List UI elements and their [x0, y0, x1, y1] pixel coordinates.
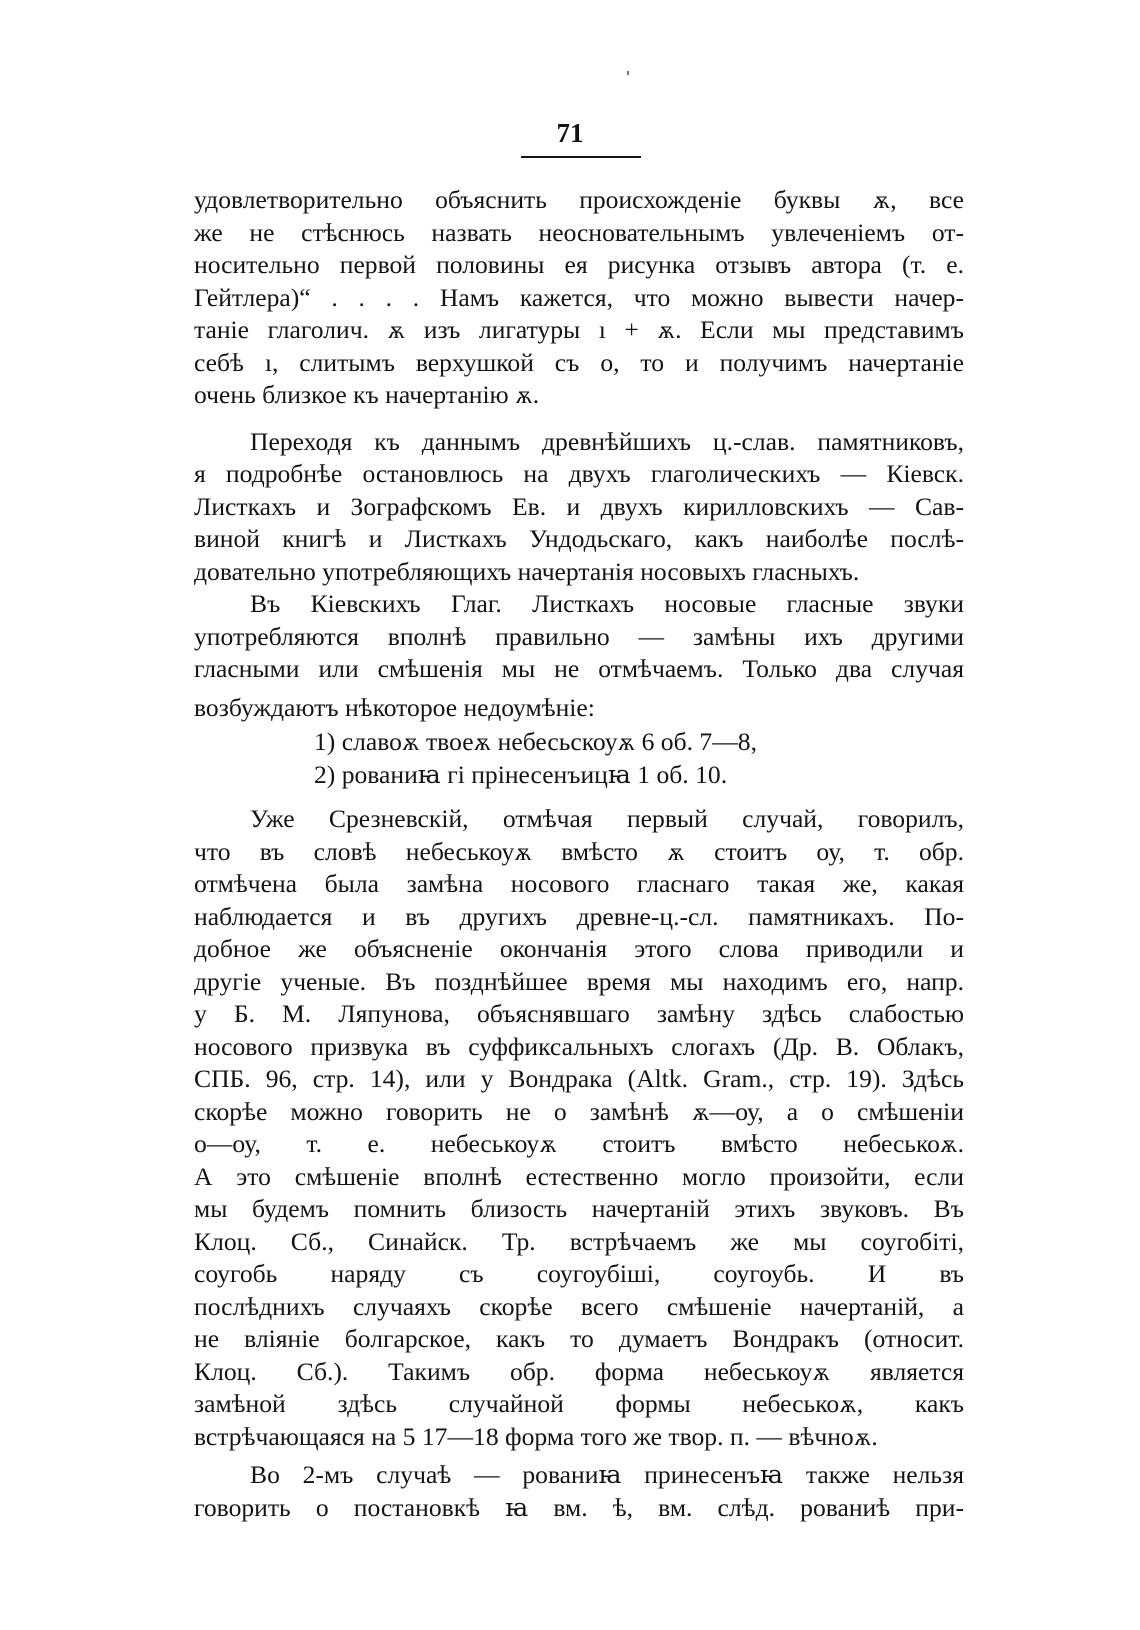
text-line: Въ Кіевскихъ Глаг. Листкахъ носовые гласные звуки — [250, 589, 964, 618]
example-item: 1) славоѫ твоеѫ небесьскоуѫ 6 об. 7—8, — [314, 727, 758, 756]
text-line: замѣной здѣсь случайной формы небеськоѫ, какъ — [194, 1389, 964, 1418]
text-line: А это смѣшеніе вполнѣ естественно могло произойти, если — [194, 1161, 964, 1191]
text-line: соугобь наряду съ соугоубіші, соугоубь. И въ — [194, 1259, 964, 1288]
text-line: возбуждаютъ нѣкоторое недоумѣніе: — [194, 692, 595, 722]
paragraph-1 — [194, 184, 964, 412]
text-line: послѣднихъ случаяхъ скорѣе всего смѣшеніе начертаній, а — [194, 1291, 964, 1321]
text-line: о—оу, т. е. небеськоуѫ стоитъ вмѣсто небеськоѫ. — [194, 1129, 964, 1158]
text-line: добное же объясненіе окончанія этого слова приводили и — [194, 934, 964, 963]
example-item: 2) рованиꙗ гі прінесенъицꙗ 1 об. 10. — [314, 759, 728, 789]
text-line: не вліяніе болгарское, какъ то думаетъ Вондракъ (относит. — [194, 1324, 964, 1353]
text-line: Уже Срезневскій, отмѣчая первый случай, говорилъ, — [250, 804, 964, 833]
paragraph-gap — [194, 795, 964, 803]
text-line: же не стѣснюсь назвать неосновательнымъ увлеченіемъ от- — [194, 217, 964, 247]
text-line: Гейтлера)“ . . . . Намъ кажется, что можно вывести начер- — [194, 282, 964, 312]
page-number: 71 — [556, 118, 584, 148]
text-line: носового призвука въ суффиксальныхъ слогахъ (Др. В. Облакъ, — [194, 1031, 964, 1061]
text-line: я подробнѣе остановлюсь на двухъ глаголическихъ — Кіевск. — [194, 459, 964, 488]
text-line: носительно первой половины ея рисунка отзывъ автора (т. е. — [194, 250, 964, 279]
page-number-rule — [521, 156, 641, 158]
text-line: отмѣчена была замѣна носового гласнаго такая же, какая — [194, 869, 964, 898]
text-line: Во 2-мъ случаѣ — рованиꙗ принесенъꙗ также нельзя — [250, 1460, 964, 1489]
text-line: что въ словѣ небеськоуѫ вмѣсто ѫ стоитъ оу, т. обр. — [194, 836, 964, 866]
text-line: Клоц. Сб., Синайск. Тр. встрѣчаемъ же мы соугобіті, — [194, 1226, 964, 1256]
text-line: употребляются вполнѣ правильно — замѣны ихъ другими — [194, 621, 964, 651]
text-line: у Б. М. Ляпунова, объяснявшаго замѣну здѣсь слабостью — [194, 999, 964, 1028]
text-line: очень близкое къ начертанію ѫ. — [194, 380, 540, 409]
text-line: СПБ. 96, стр. 14), или у Вондрака (Altk. Gram., стр. 19). Здѣсь — [194, 1064, 964, 1093]
text-line: виной книгѣ и Листкахъ Ундодьскаго, какъ наиболѣе послѣ- — [194, 524, 964, 553]
paragraph-4 — [194, 803, 964, 1453]
body-text — [194, 184, 964, 1524]
examples-list — [194, 726, 964, 791]
text-line: говорить о постановкѣ ꙗ вм. ѣ, вм. слѣд. рованиѣ при- — [194, 1492, 964, 1522]
text-line: довательно употребляющихъ начертанія носовыхъ гласныхъ. — [194, 556, 860, 586]
text-line: встрѣчающаяся на 5 17—18 форма того же твор. п. — вѣчноѫ. — [194, 1421, 878, 1451]
stray-mark — [627, 71, 629, 75]
text-line: мы будемъ помнить близость начертаній этихъ звуковъ. Въ — [194, 1194, 964, 1223]
text-line: скорѣе можно говорить не о замѣнѣ ѫ—оу, а о смѣшеніи — [194, 1096, 964, 1126]
text-line: таніе глаголич. ѫ изъ лигатуры ı + ѫ. Если мы представимъ — [194, 315, 964, 344]
text-line: удовлетворительно объяснить происхожденіе буквы ѫ, все — [194, 185, 964, 214]
text-line: Листкахъ и Зографскомъ Ев. и двухъ кирилловскихъ — Сав- — [194, 491, 964, 521]
paragraph-gap — [194, 412, 964, 426]
text-line: себѣ ı, слитымъ верхушкой съ о, то и получимъ начертаніе — [194, 347, 964, 377]
text-line: наблюдается и въ другихъ древне-ц.-сл. памятникахъ. По- — [194, 901, 964, 931]
text-line: Клоц. Сб.). Такимъ обр. форма небеськоуѫ является — [194, 1356, 964, 1386]
paragraph-2 — [194, 426, 964, 589]
text-line: гласными или смѣшенія мы не отмѣчаемъ. Только два случая — [194, 654, 964, 683]
text-line: другіе ученые. Въ позднѣйшее время мы находимъ его, напр. — [194, 966, 964, 996]
paragraph-3 — [194, 588, 964, 724]
paragraph-5 — [194, 1459, 964, 1524]
text-line: Переходя къ даннымъ древнѣйшихъ ц.-слав. памятниковъ, — [250, 426, 964, 456]
